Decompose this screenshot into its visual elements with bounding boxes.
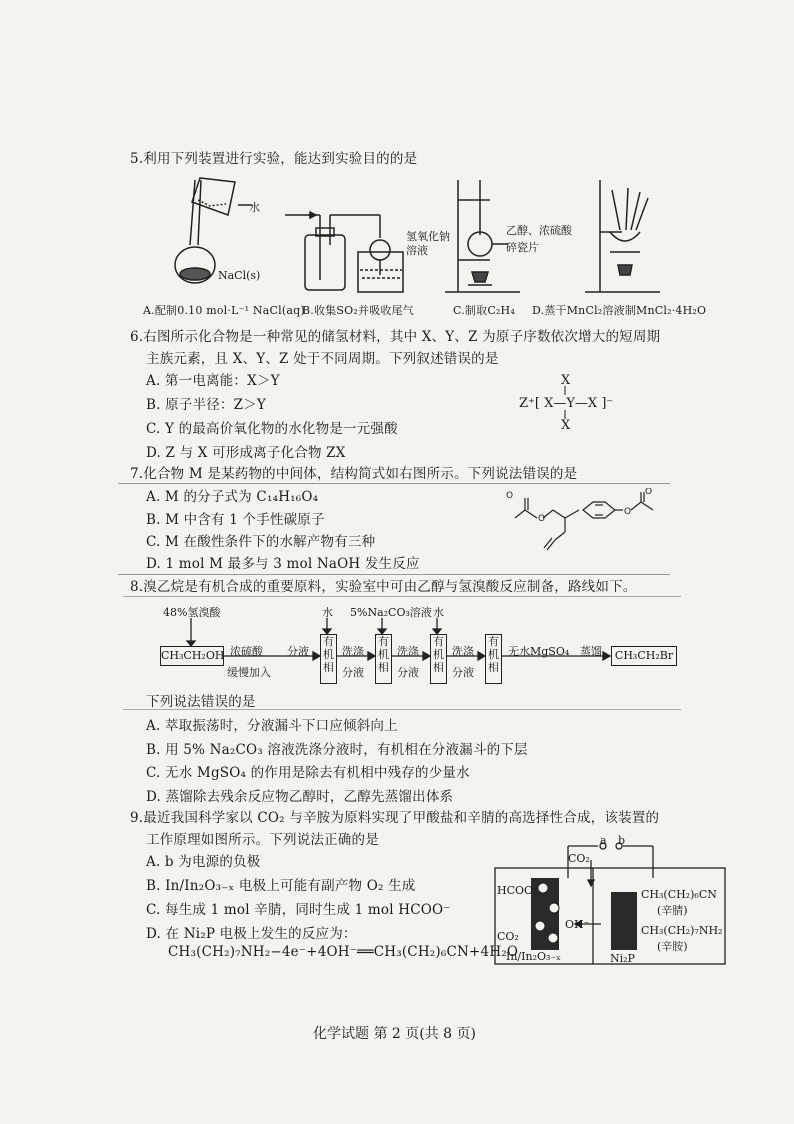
- q9-oh: OH⁻: [565, 918, 590, 931]
- q6-option-b: B. 原子半径：Z＞Y: [146, 397, 266, 413]
- q5-nacl-label: NaCl(s): [218, 269, 261, 282]
- q5-option-c: C.制取C₂H₄: [453, 304, 515, 317]
- q8-stem: 8.溴乙烷是有机合成的重要原料，实验室中可由乙醇与氢溴酸反应制备，路线如下。: [130, 579, 637, 595]
- q8-wash-1: 洗涤: [342, 645, 364, 658]
- q8-question: 下列说法错误的是: [146, 694, 256, 710]
- q8-start-ethanol: CH₃CH₂OH: [160, 646, 224, 666]
- q9-stem-line1: 9.最近我国科学家以 CO₂ 与辛胺为原料实现了甲酸盐和辛腈的高选择性合成，该装置的: [130, 810, 660, 826]
- q7-o-left-carbonyl: O: [506, 491, 514, 501]
- q8-option-b: B. 用 5% Na₂CO₃ 溶液洗涤分液时，有机相在分液漏斗的下层: [146, 742, 528, 758]
- q9-ni2p-electrode: Ni₂P: [610, 952, 635, 965]
- q8-hbr-label: 48%氢溴酸: [163, 606, 221, 619]
- q6-struct-main: Z⁺[ X—Y—X ]⁻: [519, 396, 614, 411]
- q5-option-a: A.配制0.10 mol·L⁻¹ NaCl(aq): [143, 304, 305, 317]
- q5-naoh-label-1: 氢氧化钠: [406, 230, 450, 243]
- apparatus-d-evaporation: [585, 180, 660, 292]
- svg-text:O: O: [538, 514, 546, 524]
- q7-option-c: C. M 在酸性条件下的水解产物有三种: [146, 534, 376, 550]
- q8-org-phase-4: 有机相: [485, 634, 502, 684]
- q5-option-b: B.收集SO₂并吸收尾气: [302, 304, 414, 317]
- q7-stem: 7.化合物 M 是某药物的中间体，结构简式如右图所示。下列说法错误的是: [130, 466, 578, 482]
- q8-sep-4: 分液: [452, 666, 474, 679]
- q8-sep-2: 分液: [342, 666, 364, 679]
- q9-co2: CO₂: [497, 930, 519, 943]
- q9-nitrile: CH₃(CH₂)₆CN: [641, 888, 717, 901]
- q5-option-d: D.蒸干MnCl₂溶液制MnCl₂·4H₂O: [532, 304, 707, 317]
- svg-text:O: O: [624, 507, 632, 517]
- q8-wash-2: 洗涤: [397, 645, 419, 658]
- q9-option-c: C. 每生成 1 mol 辛腈，同时生成 1 mol HCOO⁻: [146, 902, 451, 918]
- q6-struct-bonds: [560, 386, 574, 420]
- q8-h2so4-label-2: 缓慢加入: [227, 666, 271, 679]
- q8-option-c: C. 无水 MgSO₄ 的作用是除去有机相中残存的少量水: [146, 765, 470, 781]
- page-footer: 化学试题 第 2 页(共 8 页): [313, 1026, 476, 1042]
- q7-option-a: A. M 的分子式为 C₁₄H₁₆O₄: [146, 489, 319, 505]
- q8-option-d: D. 蒸馏除去残余反应物乙醇时，乙醇先蒸馏出体系: [146, 789, 454, 805]
- q8-org-phase-3: 有机相: [430, 634, 447, 684]
- q9-stem-line2: 工作原理如图所示。下列说法正确的是: [146, 832, 379, 848]
- q9-amine: CH₃(CH₂)₇NH₂: [641, 924, 723, 937]
- q9-hcoo: HCOO⁻: [497, 884, 539, 897]
- q6-option-d: D. Z 与 X 可形成离子化合物 ZX: [146, 445, 346, 461]
- q8-na2co3-label: 5%Na₂CO₃溶液: [350, 606, 432, 619]
- q5-naoh-label-2: 溶液: [406, 244, 428, 257]
- q8-mgso4-label: 无水MgSO₄: [508, 645, 570, 658]
- q5-stem: 5.利用下列装置进行实验，能达到实验目的的是: [130, 151, 418, 167]
- q8-water-1: 水: [322, 606, 333, 619]
- q9-co2-inlet: CO₂: [568, 852, 590, 865]
- q9-option-a: A. b 为电源的负极: [146, 854, 261, 870]
- q9-electrolytic-cell: [493, 838, 729, 968]
- q9-amine-name: (辛胺): [657, 940, 688, 953]
- apparatus-b-gas-bottles: [285, 212, 403, 292]
- q8-sep-1: 分液: [287, 645, 309, 658]
- q5-chips-label: 碎瓷片: [506, 241, 539, 254]
- q9-option-b: B. In/In₂O₃₋ₓ 电极上可能有副产物 O₂ 生成: [146, 878, 416, 894]
- q7-molecule-structure: [505, 488, 675, 570]
- q7-option-b: B. M 中含有 1 个手性碳原子: [146, 512, 325, 528]
- q9-terminal-b: b: [618, 834, 626, 847]
- q8-org-phase-2: 有机相: [375, 634, 392, 684]
- q8-flowchart-arrows: [155, 615, 685, 675]
- q8-sep-3: 分液: [397, 666, 419, 679]
- q6-struct-bottom-x: X: [561, 418, 571, 433]
- q9-option-d: D. 在 Ni₂P 电极上发生的反应为：: [146, 926, 357, 942]
- q8-h2so4-label-1: 浓硫酸: [230, 645, 263, 658]
- svg-text:O: O: [645, 488, 653, 497]
- q8-water-2: 水: [433, 606, 444, 619]
- apparatus-a-volumetric-flask: [175, 178, 252, 283]
- q6-stem-line1: 6.右图所示化合物是一种常见的储氢材料，其中 X、Y、Z 为原子序数依次增大的短周期: [130, 329, 661, 345]
- q6-struct-top-x: X: [561, 373, 571, 388]
- q8-org-phase-1: 有机相: [320, 634, 337, 684]
- q7-option-d: D. 1 mol M 最多与 3 mol NaOH 发生反应: [146, 556, 420, 572]
- q5-reagent-label: 乙醇、浓硫酸: [506, 224, 572, 237]
- q6-option-c: C. Y 的最高价氧化物的水化物是一元强酸: [146, 421, 398, 437]
- q9-terminal-a: a: [600, 834, 607, 847]
- q9-in-electrode: In/In₂O₃₋ₓ: [506, 950, 561, 963]
- q9-equation: CH₃(CH₂)₇NH₂−4e⁻+4OH⁻══CH₃(CH₂)₆CN+4H₂O: [168, 944, 519, 960]
- q8-distill-label: 蒸馏: [580, 645, 602, 658]
- q9-nitrile-name: (辛腈): [657, 904, 688, 917]
- q8-option-a: A. 萃取振荡时，分液漏斗下口应倾斜向上: [146, 718, 398, 734]
- q6-stem-line2: 主族元素，且 X、Y、Z 处于不同周期。下列叙述错误的是: [146, 351, 499, 367]
- q5-water-label: 水: [249, 201, 260, 214]
- q8-wash-3: 洗涤: [452, 645, 474, 658]
- q8-product: CH₃CH₂Br: [611, 646, 677, 666]
- q6-option-a: A. 第一电离能：X＞Y: [146, 373, 280, 389]
- q9-anode-ni2p: [611, 892, 637, 950]
